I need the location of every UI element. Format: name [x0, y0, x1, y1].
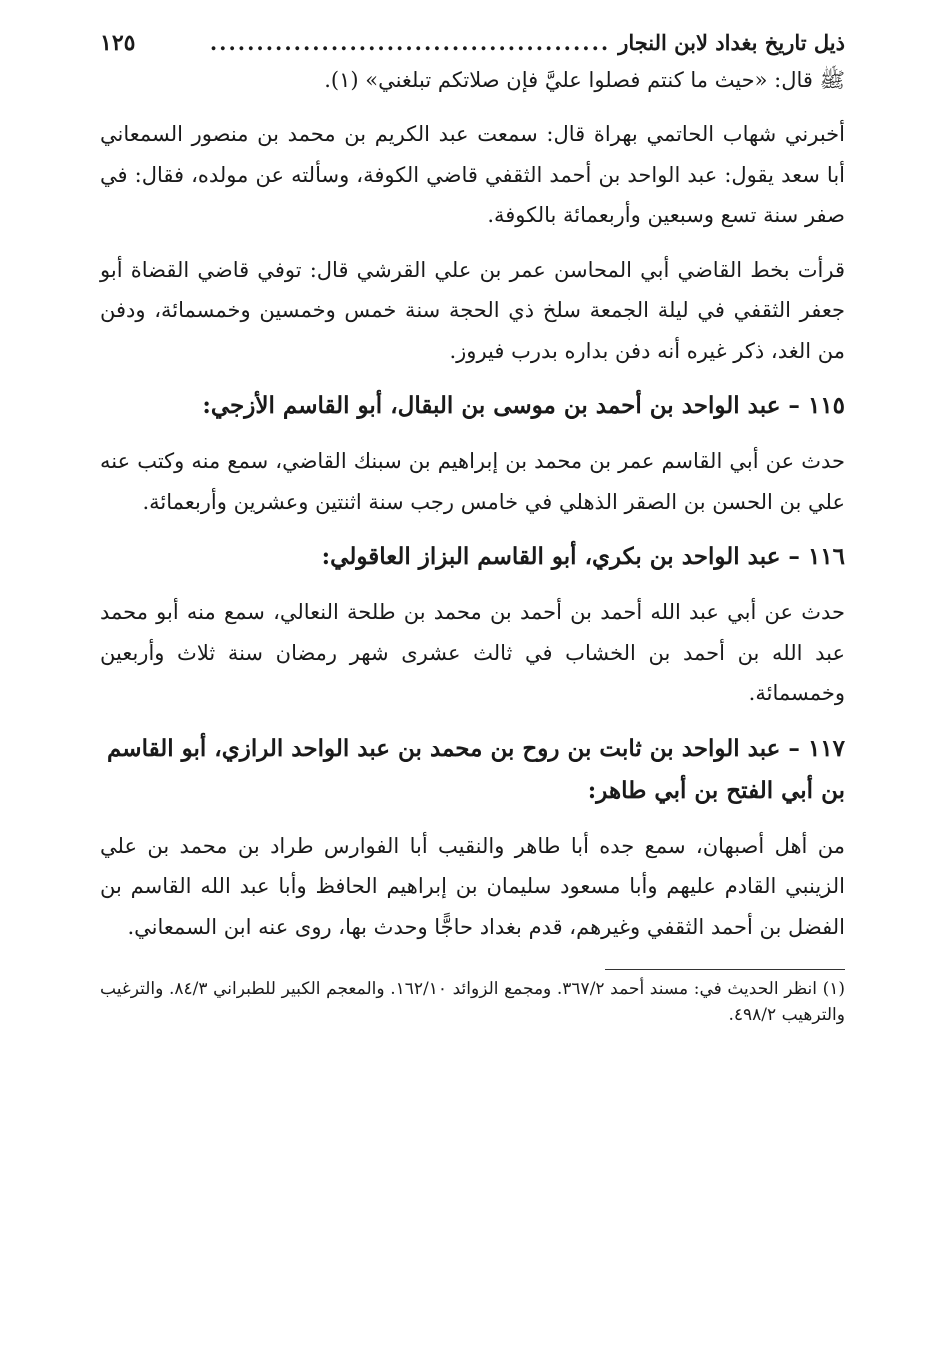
running-head [100, 26, 845, 60]
entry-body: حدث عن أبي القاسم عمر بن محمد بن إبراهيم بن سبنك القاضي، سمع منه وكتب عنه علي بن الحسن بن الصقر الذهلي في خامس رجب سنة اثنتين وعشرين وأربعمائة. [100, 449, 845, 514]
entry-body: حدث عن أبي عبد الله أحمد بن أحمد بن محمد بن طلحة النعالي، سمع منه أبو محمد عبد الله بن أحمد بن الخشاب في ثالث عشرى شهر رمضان سنة ثلاث وأربعين وخمسمائة. [100, 600, 845, 705]
entry-heading: ١١٦ – عبد الواحد بن بكري، أبو القاسم البزاز العاقولي: [321, 543, 845, 570]
book-title: ذيل تاريخ بغداد لابن النجار [618, 30, 845, 55]
hadith-line: ﷺ قال: «حيث ما كنتم فصلوا عليَّ فإن صلاتكم تبلغني» (١). [324, 68, 845, 92]
paragraph: أخبرني شهاب الحاتمي بهراة قال: سمعت عبد الكريم بن محمد بن منصور السمعاني أبا سعد يقول: عبد الواحد بن أحمد الثقفي قاضي الكوفة، وسألته عن مولده، فقال: في صفر سنة تسع وسبعين وأربعمائة بالكوفة. [100, 122, 845, 227]
page-number: ١٢٥ [100, 30, 136, 56]
leader-dots: ........................................... [209, 30, 611, 55]
book-page [100, 26, 845, 1028]
footnote-separator [605, 969, 845, 970]
entry-body: من أهل أصبهان، سمع جده أبا طاهر والنقيب أبا الفوارس طراد بن محمد بن علي الزينبي القادم عليهم وأبا مسعود سليمان بن إبراهيم الحافظ وأبا عبد الله القاسم بن الفضل بن أحمد الثقفي وغيرهم، قدم بغداد حاجًّا وحدث بها، روى عنه ابن السمعاني. [100, 833, 845, 939]
footnote: (١) انظر الحديث في: مسند أحمد ٣٦٧/٢. ومجمع الزوائد ١٦٢/١٠. والمعجم الكبير للطبراني ٨٤/٣. والترغيب والترهيب ٤٩٨/٢. [100, 979, 846, 1025]
entry-heading: ١١٥ – عبد الواحد بن أحمد بن موسى بن البقال، أبو القاسم الأزجي: [202, 392, 845, 419]
paragraph: قرأت بخط القاضي أبي المحاسن عمر بن علي القرشي قال: توفي قاضي القضاة أبو جعفر الثقفي في ليلة الجمعة سلخ ذي الحجة سنة خمس وخمسين وخمسمائة، ودفن من الغد، ذكر غيره أنه دفن بداره بدرب فيروز. [100, 257, 845, 363]
entry-heading: ١١٧ – عبد الواحد بن ثابت بن روح بن محمد بن عبد الواحد الرازي، أبو القاسم بن أبي الفتح بن أبي طاهر: [106, 734, 845, 804]
